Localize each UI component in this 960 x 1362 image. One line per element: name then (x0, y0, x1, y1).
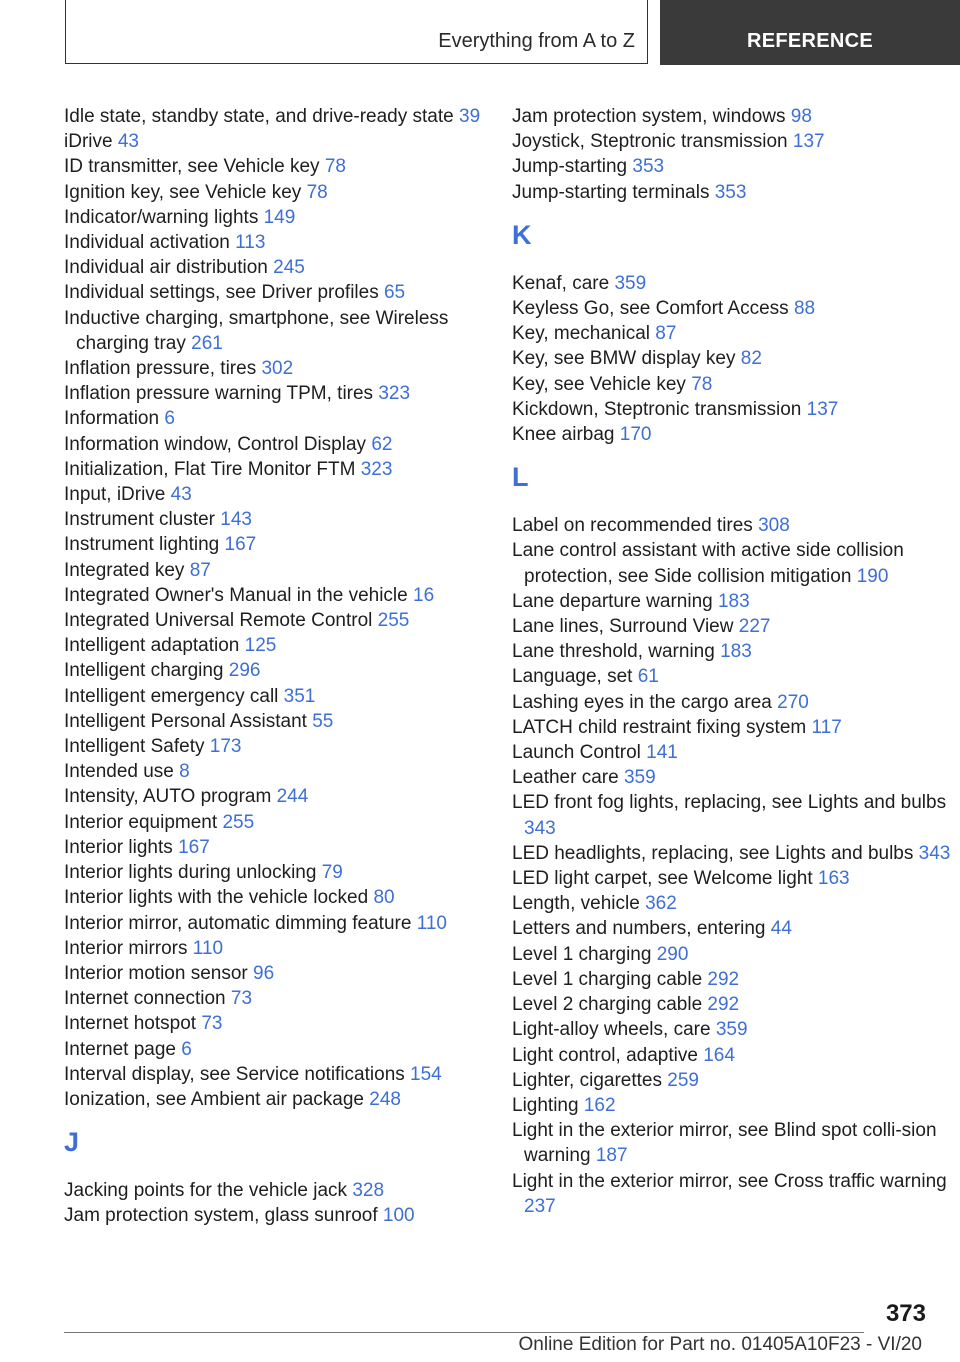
page-link[interactable]: 43 (117, 131, 139, 153)
index-entry (512, 589, 952, 614)
index-entry (64, 406, 504, 431)
index-entry-term: Inflation pressure warning TPM, tires (64, 383, 374, 405)
index-entry-term: Kenaf, care (512, 272, 610, 294)
index-entry (512, 891, 952, 916)
page-link[interactable]: 62 (371, 433, 393, 455)
index-entry (512, 180, 952, 205)
page-link[interactable]: 96 (253, 962, 275, 984)
index-entry-term: Intelligent Safety (64, 736, 205, 758)
page-link[interactable]: 39 (459, 106, 481, 127)
index-entry (64, 1203, 504, 1228)
index-letter-heading: J (64, 1127, 80, 1158)
index-entry-term: Intensity, AUTO program (64, 786, 272, 808)
page-link[interactable]: 78 (306, 181, 328, 203)
page-link[interactable]: 16 (413, 584, 435, 606)
index-entry (64, 986, 504, 1011)
index-entry (64, 381, 504, 406)
index-entry-term: Lighter, cigarettes (512, 1069, 662, 1091)
index-entry (512, 790, 952, 840)
index-entry (512, 765, 952, 790)
index-entry-term: Inflation pressure, tires (64, 358, 257, 380)
page-link[interactable]: 82 (740, 348, 762, 370)
index-letter-heading: L (512, 462, 529, 493)
index-entry-term: Interior mirrors (64, 937, 188, 959)
index-entry-term: Interior lights with the vehicle locked (64, 887, 369, 909)
index-entry (512, 614, 952, 639)
index-entry (64, 784, 504, 809)
page-link[interactable]: 73 (201, 1013, 223, 1035)
index-entry (512, 866, 952, 891)
index-entry-term: Key, mechanical (512, 323, 650, 345)
index-entry (512, 942, 952, 967)
index-entry-term: Kickdown, Steptronic transmission (512, 398, 802, 420)
index-entry-term: Instrument cluster (64, 509, 215, 531)
index-entry (64, 911, 504, 936)
index-entry-term: LED headlights, replacing, see Lights and bulbs (512, 842, 914, 864)
page-link[interactable]: 110 (416, 912, 447, 934)
page-link[interactable]: 87 (655, 323, 677, 345)
index-entry-term: Length, vehicle (512, 893, 640, 915)
index-entry-term: Interval display, see Service notifications (64, 1063, 405, 1085)
index-entry (512, 1068, 952, 1093)
index-entry-term: Light in the exterior mirror, see Cross traffic warning (512, 1170, 947, 1192)
page-link[interactable]: 143 (220, 509, 252, 531)
footer-divider (64, 1332, 864, 1333)
running-header-section (65, 0, 648, 64)
chapter-title: REFERENCE (746, 30, 874, 52)
index-entry (64, 532, 504, 557)
index-entry-term: Lashing eyes in the cargo area (512, 691, 772, 713)
page-link[interactable]: 87 (189, 559, 211, 581)
index-entry-term: Label on recommended tires (512, 515, 753, 537)
page-link[interactable]: 255 (377, 610, 410, 632)
index-entry-term: Idle state, standby state, and drive-ready state (64, 106, 454, 127)
page-link[interactable]: 187 (595, 1145, 628, 1167)
index-entry-term: Light control, adaptive (512, 1044, 698, 1066)
page-link[interactable]: 245 (273, 257, 305, 279)
index-entry-term: Intelligent adaptation (64, 635, 240, 657)
index-entry (64, 306, 504, 356)
index-entry-term: Language, set (512, 666, 633, 688)
index-entry (64, 1037, 504, 1062)
page-link[interactable]: 227 (738, 616, 771, 638)
index-entry-term: Interior motion sensor (64, 962, 248, 984)
page-number: 373 (885, 1300, 926, 1327)
index-entry (512, 715, 952, 740)
index-entry-term: ID transmitter, see Vehicle key (64, 156, 320, 178)
page-link[interactable]: 61 (637, 666, 659, 688)
index-entry-term: Intended use (64, 761, 174, 783)
page-link[interactable]: 296 (228, 660, 261, 682)
page-link[interactable]: 113 (235, 232, 266, 254)
page-link[interactable]: 162 (583, 1094, 616, 1116)
index-entry-term: Individual air distribution (64, 257, 268, 279)
page-link[interactable]: 78 (691, 373, 713, 395)
page-link[interactable]: 44 (770, 918, 792, 940)
index-entry-term: Letters and numbers, entering (512, 918, 766, 940)
page-link[interactable]: 73 (230, 988, 253, 1010)
index-entry-term: LED light carpet, see Welcome light (512, 868, 813, 890)
index-entry-term: Individual activation (64, 232, 230, 254)
page-link[interactable]: 359 (623, 767, 656, 789)
index-entry (64, 734, 504, 759)
index-entry (64, 936, 504, 961)
index-entry (512, 271, 952, 296)
section-title: Everything from A to Z (438, 30, 635, 52)
index-entry (64, 709, 504, 734)
index-entry-term: Instrument lighting (64, 534, 220, 556)
index-entry-term: Joystick, Steptronic transmission (512, 131, 788, 153)
index-entry-term: Integrated Universal Remote Control (64, 610, 373, 632)
index-entry (512, 397, 952, 422)
index-entry-term: Internet hotspot (64, 1013, 197, 1035)
page-link[interactable]: 88 (793, 298, 816, 320)
index-entry (512, 1043, 952, 1068)
page-link[interactable]: 183 (717, 590, 750, 612)
page-link[interactable]: 308 (758, 515, 790, 537)
page-link[interactable]: 170 (619, 424, 652, 446)
page-link[interactable]: 359 (614, 272, 647, 294)
index-entry (512, 967, 952, 992)
index-entry (64, 280, 504, 305)
page-link[interactable]: 100 (382, 1205, 415, 1227)
page-link[interactable]: 302 (261, 358, 294, 380)
page-link[interactable]: 190 (856, 565, 889, 587)
index-entry (64, 658, 504, 683)
index-entry (512, 372, 952, 397)
index-entry (512, 154, 952, 179)
page-link[interactable]: 154 (410, 1063, 442, 1085)
page-link[interactable]: 323 (378, 383, 411, 405)
page-link[interactable]: 79 (321, 862, 343, 884)
page-link[interactable]: 323 (360, 458, 393, 480)
index-entry (64, 356, 504, 381)
index-entry (64, 558, 504, 583)
index-entry-term: Intelligent Personal Assistant (64, 710, 307, 732)
index-entry (512, 538, 952, 588)
index-entry (512, 639, 952, 664)
page-link[interactable]: 163 (817, 868, 850, 890)
index-entry-term: Lane threshold, warning (512, 641, 715, 663)
index-entry (64, 885, 504, 910)
index-entry (512, 1093, 952, 1118)
page-link[interactable]: 290 (656, 943, 689, 965)
page-link[interactable]: 98 (790, 106, 812, 127)
index-entry-term: Level 2 charging cable (512, 994, 703, 1016)
page-link[interactable]: 55 (312, 710, 334, 732)
index-entry (64, 432, 504, 457)
index-entry (512, 321, 952, 346)
page-link[interactable]: 117 (811, 716, 842, 738)
page-link[interactable]: 362 (645, 893, 677, 915)
index-entry-term: Ignition key, see Vehicle key (64, 181, 302, 203)
index-entry-term: Light in the exterior mirror, see Blind spot colli-sion warning (512, 1120, 937, 1167)
page-link[interactable]: 164 (703, 1044, 735, 1066)
index-entry (64, 860, 504, 885)
index-entry (64, 205, 504, 230)
page-link[interactable]: 78 (324, 156, 346, 178)
index-entry-term: Internet page (64, 1038, 176, 1060)
index-entry (512, 104, 952, 129)
index-entry (64, 583, 504, 608)
page-link[interactable]: 328 (352, 1180, 385, 1202)
page-link[interactable]: 125 (244, 635, 277, 657)
index-entry (64, 608, 504, 633)
index-entry-term: Information window, Control Display (64, 433, 367, 455)
index-entry-term: Individual settings, see Driver profiles (64, 282, 379, 304)
index-entry (64, 759, 504, 784)
page-link[interactable]: 110 (192, 937, 224, 959)
page-link[interactable]: 141 (646, 742, 678, 764)
edition-footer: Online Edition for Part no. 01405A10F23 - VI/20 (518, 1334, 922, 1355)
index-entry (64, 684, 504, 709)
page-link[interactable]: 259 (667, 1069, 699, 1091)
index-entry-term: Intelligent emergency call (64, 685, 279, 707)
page-link[interactable]: 137 (806, 398, 839, 420)
index-entry (64, 104, 504, 129)
page-link[interactable]: 173 (209, 736, 242, 758)
index-entry-term: Key, see BMW display key (512, 348, 736, 370)
index-entry-term: LATCH child restraint fixing system (512, 716, 807, 738)
index-entry-term: Knee airbag (512, 424, 615, 446)
index-entry-term: Information (64, 408, 160, 430)
index-entry-term: Intelligent charging (64, 660, 224, 682)
page-link[interactable]: 8 (179, 761, 190, 783)
index-entry (64, 1062, 504, 1087)
index-entry-term: iDrive (64, 131, 113, 153)
index-entry-term: Input, iDrive (64, 484, 166, 506)
index-entry-term: Jam protection system, glass sunroof (64, 1205, 378, 1227)
page-link[interactable]: 270 (777, 691, 809, 713)
index-entry (64, 961, 504, 986)
page-link[interactable]: 6 (164, 408, 175, 430)
index-entry-term: Jacking points for the vehicle jack (64, 1180, 348, 1202)
index-entry-term: Lane control assistant with active side collision protection, see Side collision mitigation (512, 540, 904, 587)
index-letter-heading: K (512, 219, 532, 250)
page-link[interactable]: 137 (792, 131, 825, 153)
page-link[interactable]: 6 (181, 1038, 192, 1060)
chapter-tab (660, 0, 960, 65)
index-entry (64, 507, 504, 532)
page-link[interactable]: 244 (276, 786, 309, 808)
index-entry (512, 1017, 952, 1042)
index-entry-term: Internet connection (64, 988, 226, 1010)
index-entry (512, 513, 952, 538)
index-entry (64, 230, 504, 255)
index-entry (64, 1178, 504, 1203)
index-entry (512, 1169, 952, 1219)
page-link[interactable]: 149 (263, 206, 296, 228)
page-link[interactable]: 80 (373, 887, 395, 909)
index-entry-term: Integrated key (64, 559, 185, 581)
index-entry (64, 129, 504, 154)
page-link[interactable]: 237 (524, 1195, 556, 1217)
index-entry-term: Jump-starting terminals (512, 181, 710, 203)
page-link[interactable]: 353 (714, 181, 747, 203)
index-entry-term: Initialization, Flat Tire Monitor FTM (64, 458, 356, 480)
index-entry-term: Keyless Go, see Comfort Access (512, 298, 789, 320)
index-column-left (64, 104, 504, 1229)
index-entry-term: Level 1 charging (512, 943, 652, 965)
index-entry-term: Inductive charging, smartphone, see Wireless charging tray (64, 307, 449, 354)
index-entry (64, 457, 504, 482)
page-link[interactable]: 167 (224, 534, 257, 556)
index-entry (512, 916, 952, 941)
index-entry (512, 129, 952, 154)
index-entry-term: LED front fog lights, replacing, see Lights and bulbs (512, 792, 947, 814)
index-entry-term: Light-alloy wheels, care (512, 1019, 711, 1041)
page-link[interactable]: 343 (524, 817, 556, 839)
index-entry (64, 180, 504, 205)
index-entry (512, 690, 952, 715)
index-entry-term: Level 1 charging cable (512, 968, 703, 990)
index-entry-term: Key, see Vehicle key (512, 373, 686, 395)
page-link[interactable]: 351 (283, 685, 316, 707)
page-link[interactable]: 43 (170, 484, 192, 506)
index-entry (512, 296, 952, 321)
page-link[interactable]: 359 (715, 1019, 748, 1041)
index-entry (64, 633, 504, 658)
index-entry-term: Lighting (512, 1094, 579, 1116)
page-link[interactable]: 248 (369, 1088, 401, 1110)
page-link[interactable]: 292 (707, 994, 740, 1016)
index-entry-term: Interior lights (64, 836, 173, 858)
index-entry (64, 835, 504, 860)
index-entry-term: Interior equipment (64, 811, 218, 833)
index-entry (512, 841, 952, 866)
page-link[interactable]: 255 (222, 811, 255, 833)
index-entry (64, 810, 504, 835)
index-column-right (512, 104, 952, 1219)
index-entry (64, 1087, 504, 1112)
index-entry-term: Interior lights during unlocking (64, 862, 317, 884)
index-entry (512, 740, 952, 765)
page-link[interactable]: 261 (191, 332, 223, 354)
index-entry (64, 482, 504, 507)
index-entry-term: Lane lines, Surround View (512, 616, 734, 638)
index-entry (512, 1118, 952, 1168)
index-entry-term: Jam protection system, windows (512, 106, 786, 127)
page-link[interactable]: 183 (720, 641, 752, 663)
index-entry-term: Lane departure warning (512, 590, 713, 612)
index-entry-term: Indicator/warning lights (64, 206, 259, 228)
index-entry (512, 992, 952, 1017)
index-entry (64, 154, 504, 179)
index-entry-term: Integrated Owner's Manual in the vehicle (64, 584, 408, 606)
index-entry (512, 422, 952, 447)
index-entry-term: Launch Control (512, 742, 641, 764)
index-entry-term: Ionization, see Ambient air package (64, 1088, 364, 1110)
page-link[interactable]: 292 (707, 968, 740, 990)
index-entry (64, 1011, 504, 1036)
index-entry (64, 255, 504, 280)
index-entry-term: Leather care (512, 767, 619, 789)
page-link[interactable]: 343 (918, 842, 951, 864)
page-link[interactable]: 167 (178, 836, 210, 858)
index-entry (512, 664, 952, 689)
page-link[interactable]: 65 (383, 282, 406, 304)
index-entry-term: Interior mirror, automatic dimming feature (64, 912, 412, 934)
index-entry-term: Jump-starting (512, 156, 628, 178)
index-entry (512, 346, 952, 371)
page-link[interactable]: 353 (632, 156, 665, 178)
